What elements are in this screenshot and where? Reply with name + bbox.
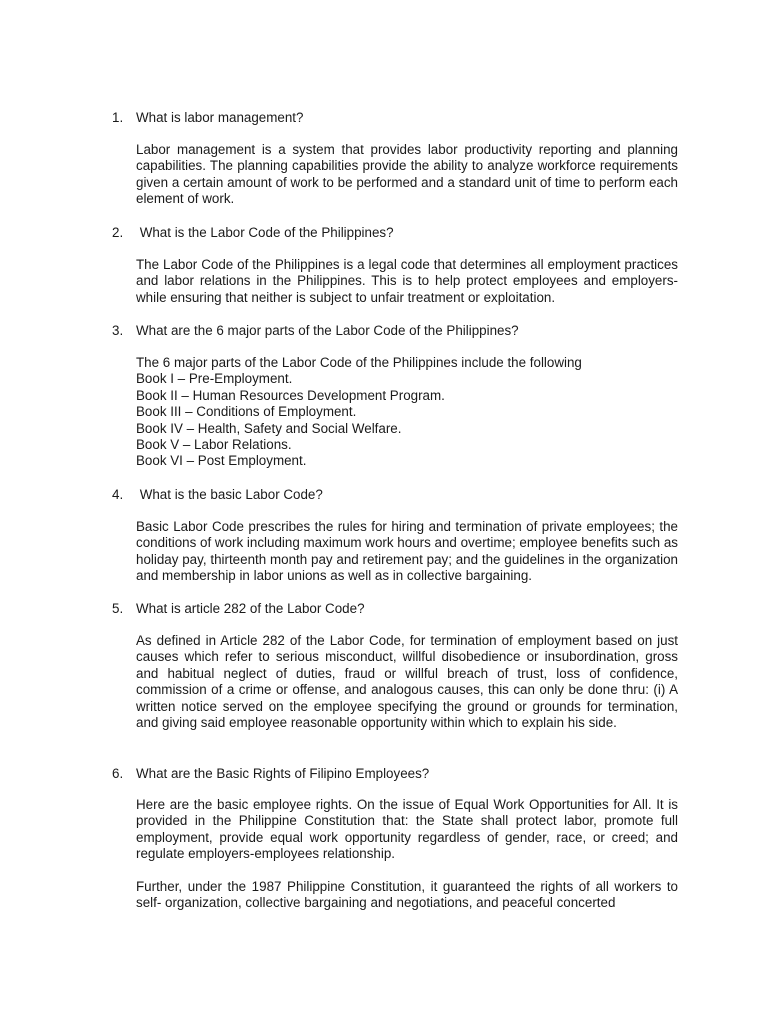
answer-6-continued: Further, under the 1987 Philippine Constitution, it guaranteed the rights of all workers to self- organization, collective bargaining and negotiations, and peaceful concerted bbox=[136, 879, 678, 911]
question-number: 6. bbox=[112, 766, 124, 781]
question-text: What are the 6 major parts of the Labor Code of the Philippines? bbox=[136, 323, 519, 338]
question-text: What is the basic Labor Code? bbox=[136, 487, 323, 502]
question-4 bbox=[112, 487, 672, 503]
question-6 bbox=[112, 766, 672, 782]
answer-6: Here are the basic employee rights. On the issue of Equal Work Opportunities for All. It is provided in the Philippine Constitution that: the State shall protect labor, promote full employment, provide equal work opportunity regardless of gender, race, or creed; and regulate employers-employees relationship. bbox=[136, 797, 678, 862]
question-number: 2. bbox=[112, 225, 124, 240]
question-text: What is article 282 of the Labor Code? bbox=[136, 601, 365, 616]
answer-intro: The 6 major parts of the Labor Code of the Philippines include the following bbox=[136, 355, 582, 370]
book-item: Book II – Human Resources Development Program. bbox=[136, 387, 445, 403]
question-number: 1. bbox=[112, 110, 124, 125]
question-text: What are the Basic Rights of Filipino Employees? bbox=[136, 766, 430, 781]
answer-1: Labor management is a system that provides labor productivity reporting and planning capabilities. The planning capabilities provide the ability to analyze workforce requirements given a certain amount of work to be performed and a standard unit of time to perform each element of work. bbox=[136, 142, 678, 207]
book-item: Book III – Conditions of Employment. bbox=[136, 404, 357, 420]
answer-3 bbox=[136, 355, 678, 470]
book-item: Book I – Pre-Employment. bbox=[136, 371, 293, 387]
book-item: Book VI – Post Employment. bbox=[136, 453, 307, 469]
question-number: 3. bbox=[112, 323, 124, 338]
answer-2: The Labor Code of the Philippines is a legal code that determines all employment practices and labor relations in the Philippines. This is to help protect employees and employers- while ensuring that neither is subject to unfair treatment or exploitation. bbox=[136, 257, 678, 305]
question-number: 5. bbox=[112, 601, 124, 616]
book-item: Book IV – Health, Safety and Social Welfare. bbox=[136, 420, 402, 436]
question-2 bbox=[112, 225, 672, 241]
question-5 bbox=[112, 601, 672, 617]
question-text: What is labor management? bbox=[136, 110, 304, 125]
question-1 bbox=[112, 110, 672, 126]
book-item: Book V – Labor Relations. bbox=[136, 437, 292, 453]
answer-4: Basic Labor Code prescribes the rules for hiring and termination of private employees; the conditions of work including maximum work hours and overtime; employee benefits such as holiday pay, thirteenth month pay and retirement pay; and the guidelines in the organization and membership in labor unions as well as in collective bargaining. bbox=[136, 519, 678, 584]
answer-5: As defined in Article 282 of the Labor Code, for termination of employment based on just causes which refer to serious misconduct, willful disobedience or insubordination, gross and habitual neglect of duties, fraud or willful breach of trust, loss of confidence, commission of a crime or offense, and analogous causes, this can only be done thru: (i) A written notice served on the employee specifying the ground or grounds for termination, and giving said employee reasonable opportunity within which to explain his side. bbox=[136, 633, 678, 731]
question-3 bbox=[112, 323, 672, 339]
question-text: What is the Labor Code of the Philippines? bbox=[136, 225, 394, 240]
question-number: 4. bbox=[112, 487, 124, 502]
